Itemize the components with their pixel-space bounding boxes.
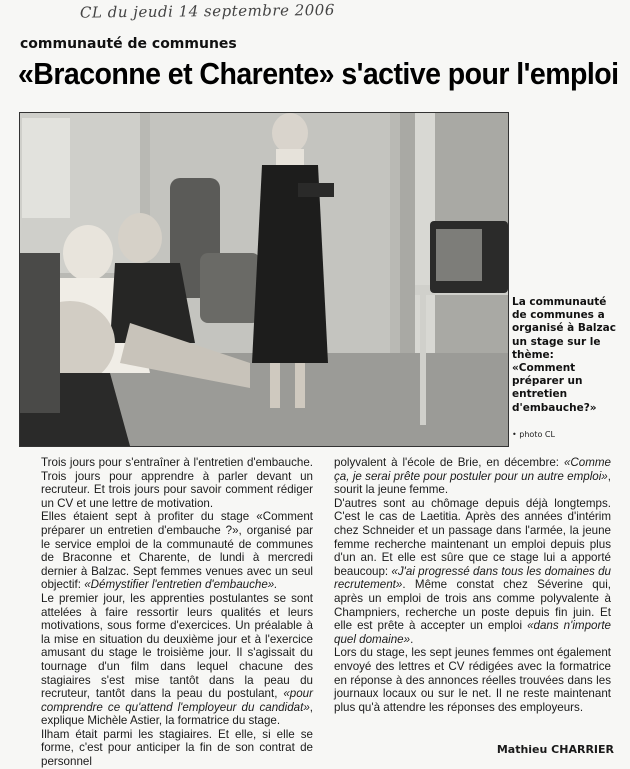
quote: «Démystifier l'entretien d'embauche». <box>84 578 278 592</box>
quote: «pour comprendre ce qu'attend l'employeur du candidat» <box>41 687 313 714</box>
article-column-2 <box>334 456 611 714</box>
photo-illustration <box>20 113 508 446</box>
quote: «J'ai progressé dans tous les domaines du recrutement» <box>334 564 611 592</box>
photo-caption: La communauté de communes a organisé à Balzac un stage sur le thème: «Comment préparer un entretien d'embauche?» <box>512 296 616 414</box>
quote: «Comme ça, je serai prête pour postuler pour un autre emploi» <box>334 456 611 483</box>
paragraph-ilham: Ilham était parmi les stagiaires. Et elle, si elle se forme, c'est pour anticiper la fin de son contrat de personnel <box>41 727 313 769</box>
paragraph-conclusion: Lors du stage, les sept jeunes femmes ont également envoyé des lettres et CV rédigées avec la formatrice en réponse à des annonces réelles trouvées dans les journaux locaux ou sur le net. Il ne reste maintenant plus qu'à attendre les réponses des employeurs. <box>334 646 611 714</box>
paragraph-intro: Trois jours pour s'entraîner à l'entretien d'embauche. Trois jours pour apprendre à parler devant un recruteur. Et trois jours pour savoir comment rédiger un CV et une lettre de motivation. <box>41 456 313 510</box>
quote: «dans n'importe quel domaine» <box>334 619 611 646</box>
photo-credit: • photo CL <box>512 430 555 439</box>
author-byline: Mathieu CHARRIER <box>496 743 614 756</box>
paragraph-stage: Elles étaient sept à profiter du stage «Comment préparer un entretien d'embauche ?», organisé par le service emploi de la communauté de communes de Braconne et Charente, de lundi à mercredi dernier à Balzac. Sept femmes venues avec un seul objectif: «Démystifier l'entretien d'embauche». <box>41 510 313 592</box>
paragraph-laetitia: D'autres sont au chômage depuis déjà longtemps. C'est le cas de Laetitia. Après des années d'intérim chez Schneider et un passage dans l'armée, la jeune femme recherche maintenant un emploi depuis plus d'un an. Et elle est sûre que ce stage lui a apporté beaucoup: «J'ai progressé dans tous les domaines du recrutement». Même constat chez Séverine qui, après un emploi de trois ans comme polyvalente à Champniers, recherche un poste depuis fin juin. Et elle est prête à accepter un emploi «dans n'importe quel domaine». <box>334 496 611 646</box>
paragraph-ilham-cont: polyvalent à l'école de Brie, en décembre: «Comme ça, je serai prête pour postuler pour un autre emploi», sourit la jeune femme. <box>334 456 611 497</box>
article-column-1 <box>41 456 313 769</box>
section-kicker: communauté de communes <box>20 36 237 52</box>
article-headline: «Braconne et Charente» s'active pour l'emploi <box>18 56 619 91</box>
article-photo <box>19 112 509 447</box>
handwritten-date-note: CL du jeudi 14 septembre 2006 <box>79 0 335 22</box>
paragraph-first-day: Le premier jour, les apprenties postulantes se sont attelées à faire ressortir leurs qualités et leurs motivations, sous forme d'exercices. Un préalable à la mise en situation du deuxième jour et à l'exercice amusant du stage le troisième jour. Il s'agissait du tournage d'un film dans lequel chacune des stagiaires s'est mise tantôt dans la peau du recruteur, tantôt dans la peau du postulant, «pour comprendre ce qu'attend l'employeur du candidat», explique Michèle Astier, la formatrice du stage. <box>41 591 313 728</box>
